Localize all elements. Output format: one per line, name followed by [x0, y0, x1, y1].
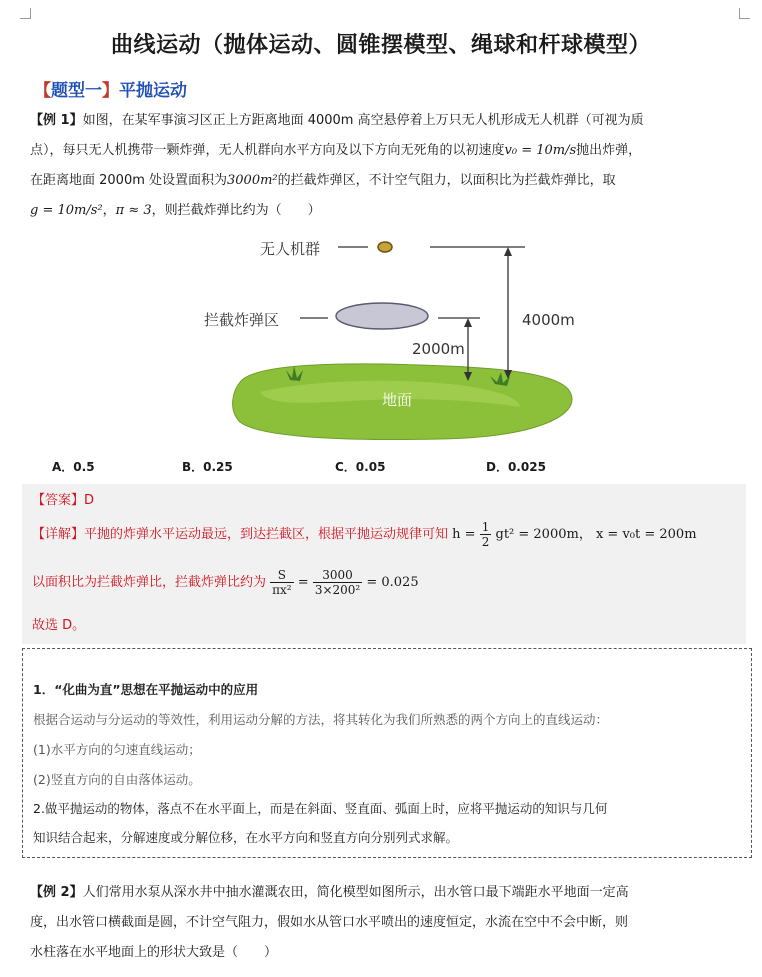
example2-tag: 【例 2】	[30, 885, 83, 900]
example1-line3	[30, 166, 742, 196]
eq1-rhs: gt² = 2000m，	[495, 527, 592, 542]
answer-box	[22, 484, 746, 644]
ratio-fraction-1	[270, 568, 293, 597]
tip-line1: 1．“化曲为直”思想在平抛运动中的应用	[33, 682, 259, 697]
example1-pi: π ≈ 3	[115, 203, 152, 218]
answer-value: D	[84, 493, 95, 508]
diagram-svg	[190, 232, 590, 452]
diagram	[190, 232, 590, 452]
option-c[interactable]: C．0.05	[335, 460, 386, 474]
ground-label: 地面	[382, 391, 413, 409]
eq1-num: 1	[481, 520, 490, 534]
example1-area: 3000m²	[227, 173, 278, 188]
arrowhead-4000-top	[504, 247, 512, 256]
example1-line2b: 抛出炸弹，	[576, 143, 642, 158]
eq2: x = v₀t = 200m	[595, 527, 697, 542]
example1-line1-text: 如图，在某军事演习区正上方距离地面 4000m 高空悬停着上万只无人机形成无人机群（可视为质	[82, 113, 644, 128]
example1-g: g = 10m/s²	[30, 203, 103, 218]
option-d[interactable]: D．0.025	[486, 460, 546, 474]
tip-line3: (1)水平方向的匀速直线运动；	[33, 742, 201, 757]
example1-line1	[30, 106, 742, 136]
example1-line3b: 的拦截炸弹区，不计空气阻力，以面积比为拦截炸弹比，取	[277, 173, 616, 188]
section-bracket-close: 】	[102, 81, 119, 101]
arrowhead-2000-top	[464, 318, 472, 327]
example1-line3a: 在距离地面 2000m 处设置面积为	[30, 173, 228, 188]
example1-tag: 【例 1】	[30, 113, 83, 128]
drone-swarm-icon	[378, 242, 392, 252]
example1-line4b: ，则拦截炸弹比约为（ ）	[151, 203, 321, 218]
ratio-num: S	[270, 568, 293, 583]
option-b[interactable]: B．0.25	[182, 460, 233, 474]
height-4000-label: 4000m	[522, 311, 575, 329]
ratio-result: = 0.025	[366, 575, 419, 590]
ratio-den: πx²	[272, 583, 292, 597]
intercept-zone-label: 拦截炸弹区	[204, 311, 280, 329]
crop-mark-right	[739, 8, 750, 19]
example2-text	[30, 878, 742, 968]
eq1-den: 2	[481, 535, 490, 549]
crop-mark-left	[20, 8, 31, 19]
ratio-num2: 3000	[313, 568, 362, 583]
example2-line3: 水柱落在水平地面上的形状大致是（ ）	[30, 945, 278, 960]
intercept-zone-shape	[336, 303, 428, 329]
detail-text: 平抛的炸弹水平运动最远，到达拦截区，根据平抛运动规律可知	[84, 527, 449, 542]
ratio-text: 以面积比为拦截炸弹比，拦截炸弹比约为	[32, 575, 267, 590]
ratio-line: 以面积比为拦截炸弹比，拦截炸弹比约为 $\frac{S}{\text{πx²}}$ = $\frac{3000}{\text{3×200²}}$ = 0.025	[32, 568, 419, 597]
section-label: 平抛运动	[119, 81, 187, 101]
tip-line4: (2)竖直方向的自由落体运动。	[33, 772, 201, 787]
example2-line1-text: 人们常用水泵从深水井中抽水灌溉农田，简化模型如图所示，出水管口最下端距水平地面一定高	[82, 885, 629, 900]
example2-line1	[30, 878, 742, 908]
example2-line2: 度，出水管口横截面是圆，不计空气阻力，假如水从管口水平喷出的速度恒定，水流在空中不会中断，则	[30, 915, 629, 930]
conclusion-line: 故选 D。	[32, 618, 86, 633]
page-title: 曲线运动（抛体运动、圆锥摆模型、绳球和杆球模型）	[110, 33, 651, 58]
eq1-fraction	[480, 520, 492, 549]
example1-line2	[30, 136, 742, 166]
example1-v0: v₀ = 10m/s	[504, 143, 577, 158]
example1-text	[30, 106, 742, 226]
tip-line5: 2.做平抛运动的物体，落点不在水平面上，而是在斜面、竖直面、弧面上时，应将平抛运动的知识与几何	[33, 801, 608, 816]
tips-box	[22, 648, 752, 858]
eq1-lhs: h =	[452, 527, 476, 542]
section-name: 题型一	[51, 81, 102, 101]
detail-tag: 【详解】	[32, 527, 85, 542]
example1-line4: g = 10m/s²，π ≈ 3，则拦截炸弹比约为（ ）	[30, 203, 321, 218]
option-a[interactable]: A．0.5	[52, 460, 95, 474]
height-2000-label: 2000m	[412, 340, 465, 358]
tip-line6: 知识结合起来，分解速度或分解位移，在水平方向和竖直方向分别列式求解。	[33, 830, 459, 845]
answer-tag: 【答案】	[32, 493, 85, 508]
answer-line	[32, 489, 94, 508]
tip-line2: 根据合运动与分运动的等效性，利用运动分解的方法，将其转化为我们所熟悉的两个方向上的直线运动：	[33, 712, 609, 727]
section-heading	[34, 76, 187, 101]
ratio-den2: 3×200²	[314, 583, 361, 597]
detail-line	[32, 520, 697, 549]
section-bracket-open: 【	[34, 81, 51, 101]
ratio-fraction-2	[313, 568, 362, 597]
drone-swarm-label: 无人机群	[260, 240, 321, 258]
example1-line2a: 点），每只无人机携带一颗炸弹，无人机群向水平方向及以下方向无死角的以初速度	[30, 143, 505, 158]
